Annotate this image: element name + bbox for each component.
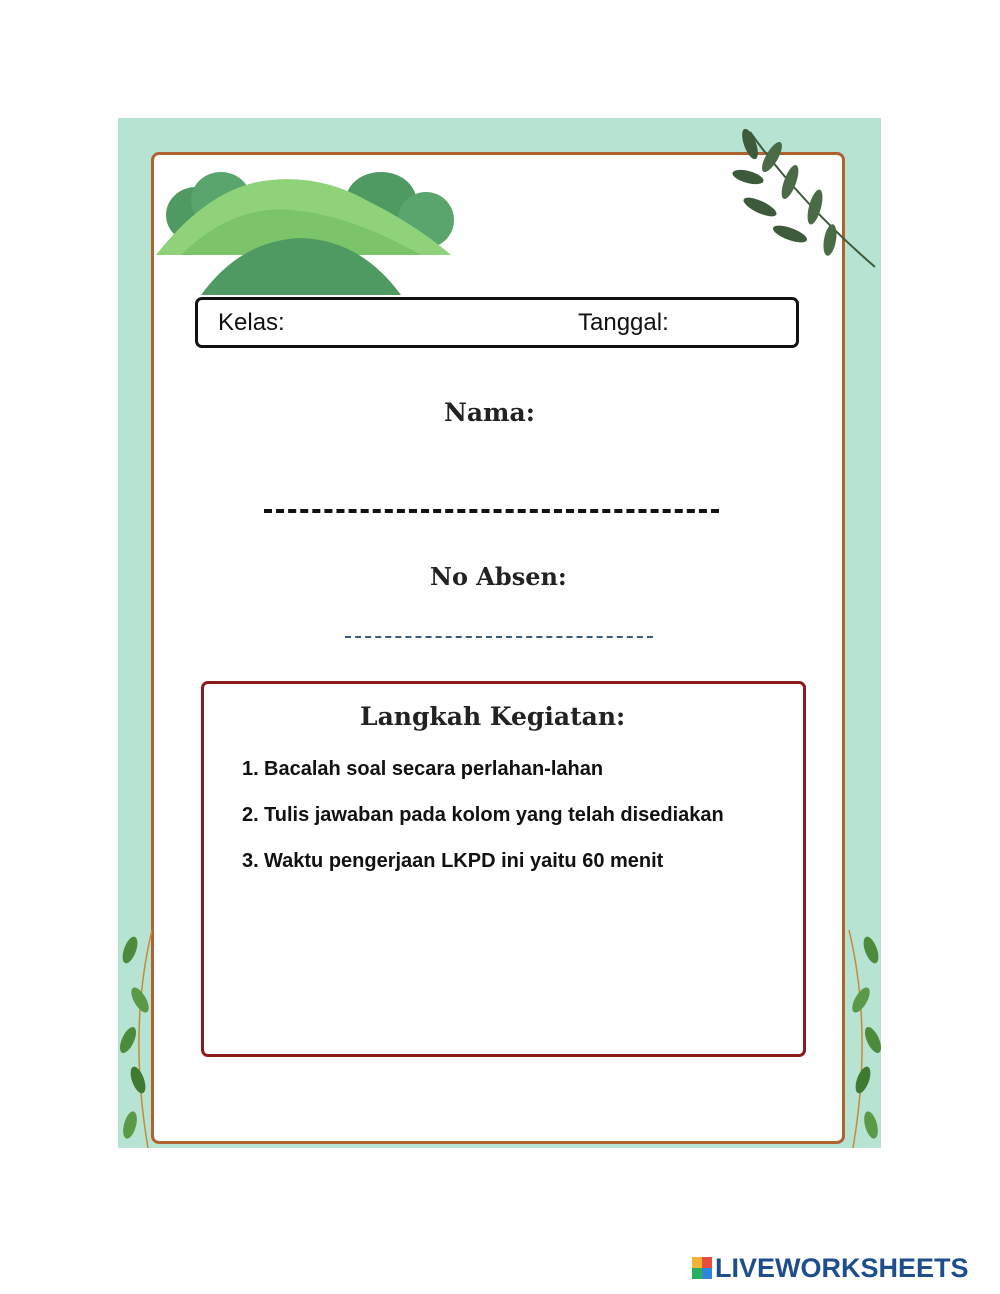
step-text: Waktu pengerjaan LKPD ini yaitu 60 menit	[264, 850, 664, 872]
list-item	[242, 850, 724, 896]
steps-box	[201, 681, 806, 1057]
step-number: 2.	[242, 804, 259, 826]
leaf-branch-illustration	[720, 122, 880, 272]
nama-input-line[interactable]	[264, 509, 719, 513]
hills-illustration	[151, 160, 461, 300]
steps-title: Langkah Kegiatan:	[360, 702, 626, 731]
step-number: 3.	[242, 850, 259, 872]
class-date-box	[195, 297, 799, 348]
tanggal-label: Tanggal:	[578, 309, 669, 336]
list-item	[242, 804, 724, 850]
liveworksheets-logo-icon	[692, 1257, 712, 1279]
leaves-right-illustration	[843, 930, 883, 1148]
no-absen-input-line[interactable]	[345, 636, 653, 638]
steps-list	[242, 758, 724, 896]
list-item	[242, 758, 724, 804]
no-absen-label: No Absen:	[430, 562, 567, 591]
step-text: Bacalah soal secara perlahan-lahan	[264, 758, 604, 780]
liveworksheets-brand[interactable]	[692, 1253, 969, 1283]
step-number: 1.	[242, 758, 259, 780]
step-text: Tulis jawaban pada kolom yang telah disediakan	[264, 804, 724, 826]
brand-name: LIVEWORKSHEETS	[715, 1252, 969, 1283]
leaves-left-illustration	[118, 930, 158, 1148]
kelas-label: Kelas:	[218, 309, 285, 336]
nama-label: Nama:	[444, 398, 535, 427]
